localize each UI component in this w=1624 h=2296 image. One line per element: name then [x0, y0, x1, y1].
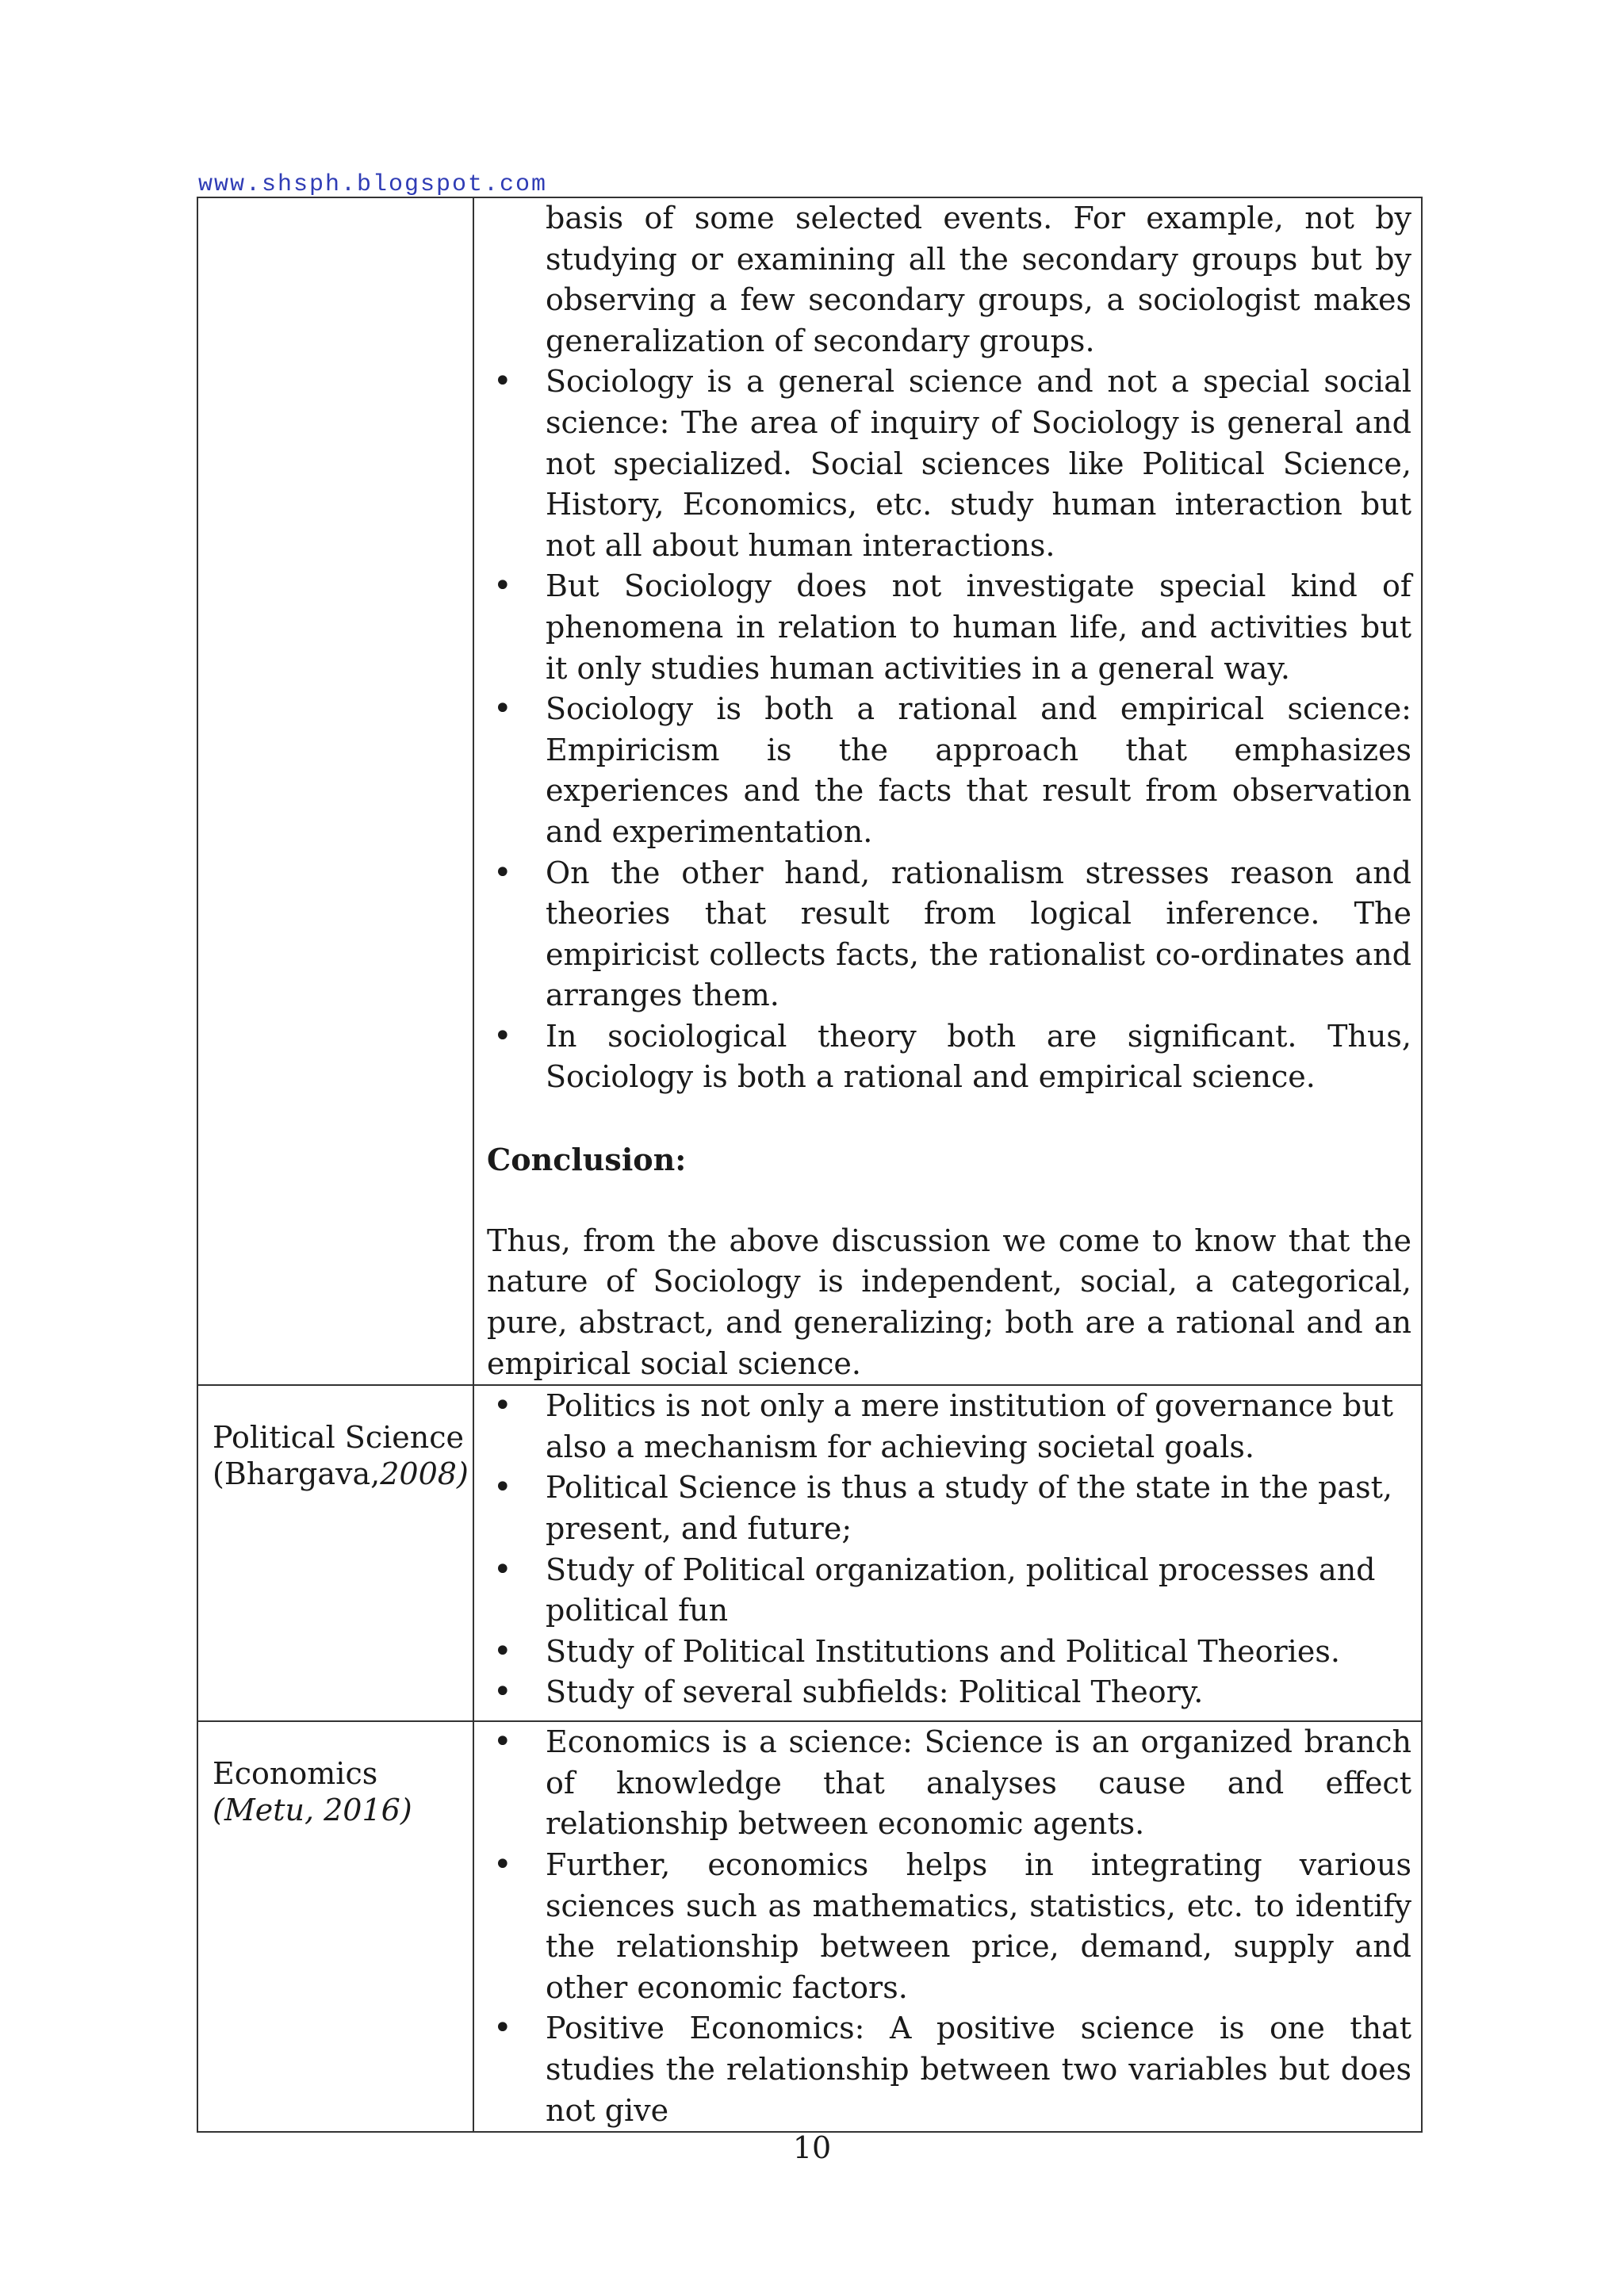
list-item: • In sociological theory both are significant. Thus, Sociology is both a rational and empirical science. — [487, 1016, 1411, 1098]
table-row-economics — [197, 1721, 1422, 2132]
conclusion-paragraph: Thus, from the above discussion we come to know that the nature of Sociology is independent, social, a categorical, pure, abstract, and generalizing; both are a rational and an empirical social science. — [487, 1223, 1411, 1381]
list-item: basis of some selected events. For example, not by studying or examining all the secondary groups but by observing a few secondary groups, a sociologist makes generalization of secondary groups. — [546, 201, 1411, 358]
list-item: • Positive Economics: A positive science is one that studies the relationship between two variables but does not give — [487, 2008, 1411, 2131]
discipline-citation: (Bhargava,2008) — [213, 1456, 469, 1492]
list-item: • Political Science is thus a study of the state in the past, present, and future; — [487, 1468, 1411, 1549]
list-item: • Study of several subfields: Political Theory. — [487, 1672, 1411, 1713]
description-cell — [473, 197, 1422, 1385]
list-item: • Further, economics helps in integrating various sciences such as mathematics, statistics, etc. to identify the relationship between price, demand, supply and other economic factors. — [487, 1845, 1411, 2008]
sociology-bullet-list — [487, 198, 1411, 1098]
list-item: • Economics is a science: Science is an organized branch of knowledge that analyses cause and effect relationship between economic agents. — [487, 1722, 1411, 1845]
discipline-citation: (Metu, 2016) — [213, 1793, 412, 1828]
economics-bullet-list — [487, 1722, 1411, 2131]
discipline-cell-empty — [197, 197, 473, 1385]
list-item: • Politics is not only a mere institution of governance but also a mechanism for achieving societal goals. — [487, 1386, 1411, 1468]
discipline-cell — [197, 1721, 473, 2132]
political-science-bullet-list — [487, 1386, 1411, 1713]
disciplines-table — [197, 197, 1423, 2133]
table-row-political-science — [197, 1385, 1422, 1721]
description-cell — [473, 1721, 1422, 2132]
list-item: • On the other hand, rationalism stresses reason and theories that result from logical inference. The empiricist collects facts, the rationalist co-ordinates and arranges them. — [487, 853, 1411, 1016]
description-cell — [473, 1385, 1422, 1721]
list-item: • Study of Political Institutions and Political Theories. — [487, 1632, 1411, 1673]
website-watermark: www.shsph.blogspot.com — [198, 171, 548, 198]
list-item: • Sociology is a general science and not a special social science: The area of inquiry of Sociology is general and not specialized. Social sciences like Political Science, History, Economics, etc. study human interaction but not all about human interactions. — [487, 362, 1411, 566]
table-row-sociology-continued — [197, 197, 1422, 1385]
page-number: 10 — [792, 2130, 832, 2165]
list-item: • Study of Political organization, political processes and political fun — [487, 1550, 1411, 1632]
conclusion-heading: Conclusion: — [487, 1141, 687, 1177]
discipline-name: Political Science — [213, 1420, 465, 1456]
discipline-name: Economics — [213, 1756, 378, 1792]
list-item: • But Sociology does not investigate special kind of phenomena in relation to human life, and activities but it only studies human activities in a general way. — [487, 566, 1411, 689]
list-item: • Sociology is both a rational and empirical science: Empiricism is the approach that emphasizes experiences and the facts that result from observation and experimentation. — [487, 689, 1411, 852]
discipline-cell — [197, 1385, 473, 1721]
